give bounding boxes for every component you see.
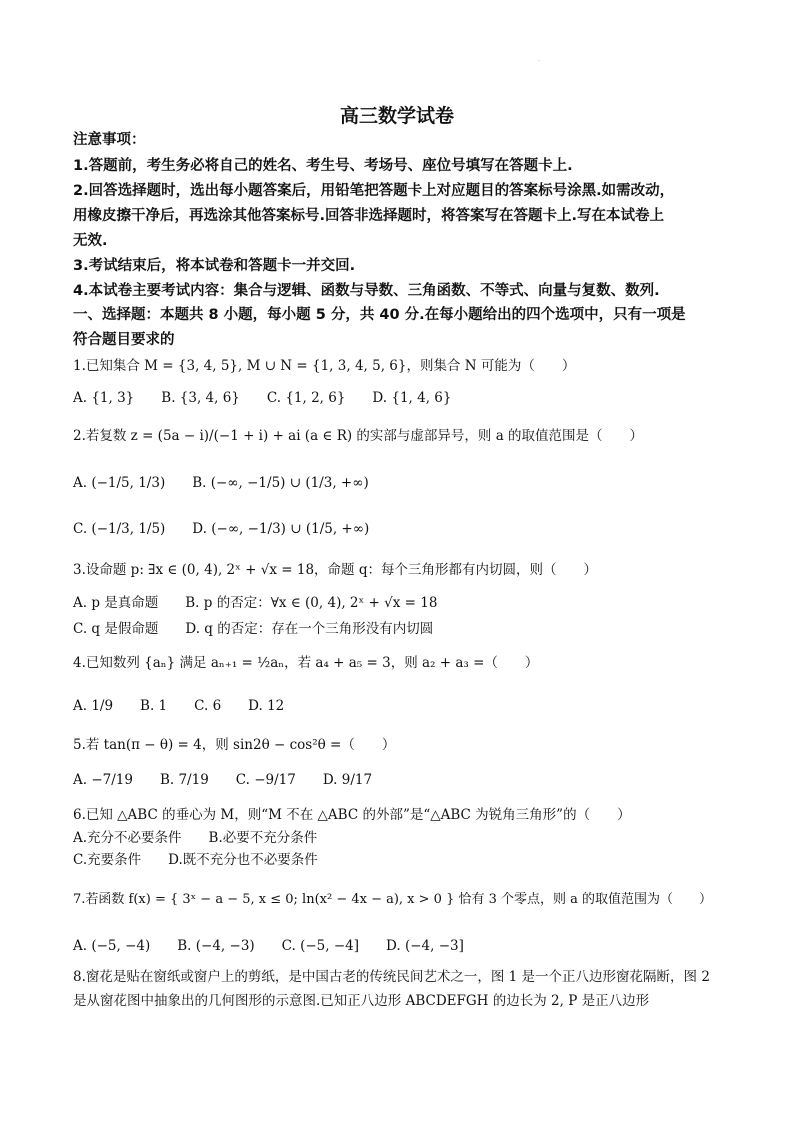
question-2-options: A. (−1/5, 1/3) B. (−∞, −1/5) ∪ (1/3, +∞) xyxy=(73,475,369,491)
notice-heading: 注意事项： xyxy=(73,132,146,148)
section-heading: 符合题目要求的 xyxy=(73,332,175,348)
question-4-stem: 4.已知数列 {aₙ} 满足 aₙ₊₁ = ½aₙ，若 a₄ + a₅ = 3，则 a₂ + a₃ =（ ） xyxy=(73,655,539,671)
page-title: 高三数学试卷 xyxy=(339,105,454,127)
question-6-options: C.充要条件 D.既不充分也不必要条件 xyxy=(73,852,318,868)
corner-mark: . xyxy=(538,56,540,63)
question-8-stem: 是从窗花图中抽象出的几何图形的示意图.已知正八边形 ABCDEFGH 的边长为 2, P 是正八边形 xyxy=(73,993,650,1009)
question-3-stem: 3.设命题 p: ∃x ∈ (0, 4), 2ˣ + √x = 18，命题 q：每个三角形都有内切圆，则（ ） xyxy=(73,562,597,578)
question-8-stem: 8.窗花是贴在窗纸或窗户上的剪纸，是中国古老的传统民间艺术之一，图 1 是一个正八边形窗花隔断，图 2 xyxy=(73,969,710,985)
notice-line: 4.本试卷主要考试内容：集合与逻辑、函数与导数、三角函数、不等式、向量与复数、数列. xyxy=(73,283,660,299)
question-2-stem: 2.若复数 z = (5a − i)/(−1 + i) + ai (a ∈ R) 的实部与虚部异号，则 a 的取值范围是（ ） xyxy=(73,428,644,444)
question-6-options: A.充分不必要条件 B.必要不充分条件 xyxy=(73,830,318,846)
notice-line: 无效. xyxy=(73,233,108,249)
notice-line: 2.回答选择题时，选出每小题答案后，用铅笔把答题卡上对应题目的答案标号涂黑.如需改动， xyxy=(73,183,675,199)
notice-line: 用橡皮擦干净后，再选涂其他答案标号.回答非选择题时，将答案写在答题卡上.写在本试卷上 xyxy=(73,208,665,224)
notice-line: 1.答题前，考生务必将自己的姓名、考生号、考场号、座位号填写在答题卡上. xyxy=(73,158,573,174)
question-4-options: A. 1/9 B. 1 C. 6 D. 12 xyxy=(73,698,285,714)
question-5-stem: 5.若 tan(π − θ) = 4，则 sin2θ − cos²θ =（ ） xyxy=(73,737,396,753)
question-7-stem: 7.若函数 f(x) = { 3ˣ − a − 5, x ≤ 0; ln(x² − 4x − a), x > 0 } 恰有 3 个零点，则 a 的取值范围为（ ） xyxy=(73,892,713,907)
question-5-options: A. −7/19 B. 7/19 C. −9/17 D. 9/17 xyxy=(73,772,373,788)
question-1-options: A. {1, 3} B. {3, 4, 6} C. {1, 2, 6} D. {1, 4, 6} xyxy=(73,390,452,406)
question-2-options: C. (−1/3, 1/5) D. (−∞, −1/3) ∪ (1/5, +∞) xyxy=(73,521,370,537)
section-heading: 一、选择题：本题共 8 小题，每小题 5 分，共 40 分.在每小题给出的四个选项中，只有一项是 xyxy=(73,307,686,323)
question-6-stem: 6.已知 △ABC 的垂心为 M，则“M 不在 △ABC 的外部”是“△ABC 为锐角三角形”的（ ） xyxy=(73,807,631,823)
question-3-options: A. p 是真命题 B. p 的否定：∀x ∈ (0, 4), 2ˣ + √x = 18 xyxy=(73,595,438,611)
question-3-options: C. q 是假命题 D. q 的否定：存在一个三角形没有内切圆 xyxy=(73,621,434,637)
question-1-stem: 1.已知集合 M = {3, 4, 5}, M ∪ N = {1, 3, 4, 5, 6}，则集合 N 可能为（ ） xyxy=(73,358,576,374)
question-7-options: A. (−5, −4) B. (−4, −3) C. (−5, −4] D. (−4, −3] xyxy=(73,938,464,954)
notice-line: 3.考试结束后，将本试卷和答题卡一并交回. xyxy=(73,258,356,274)
